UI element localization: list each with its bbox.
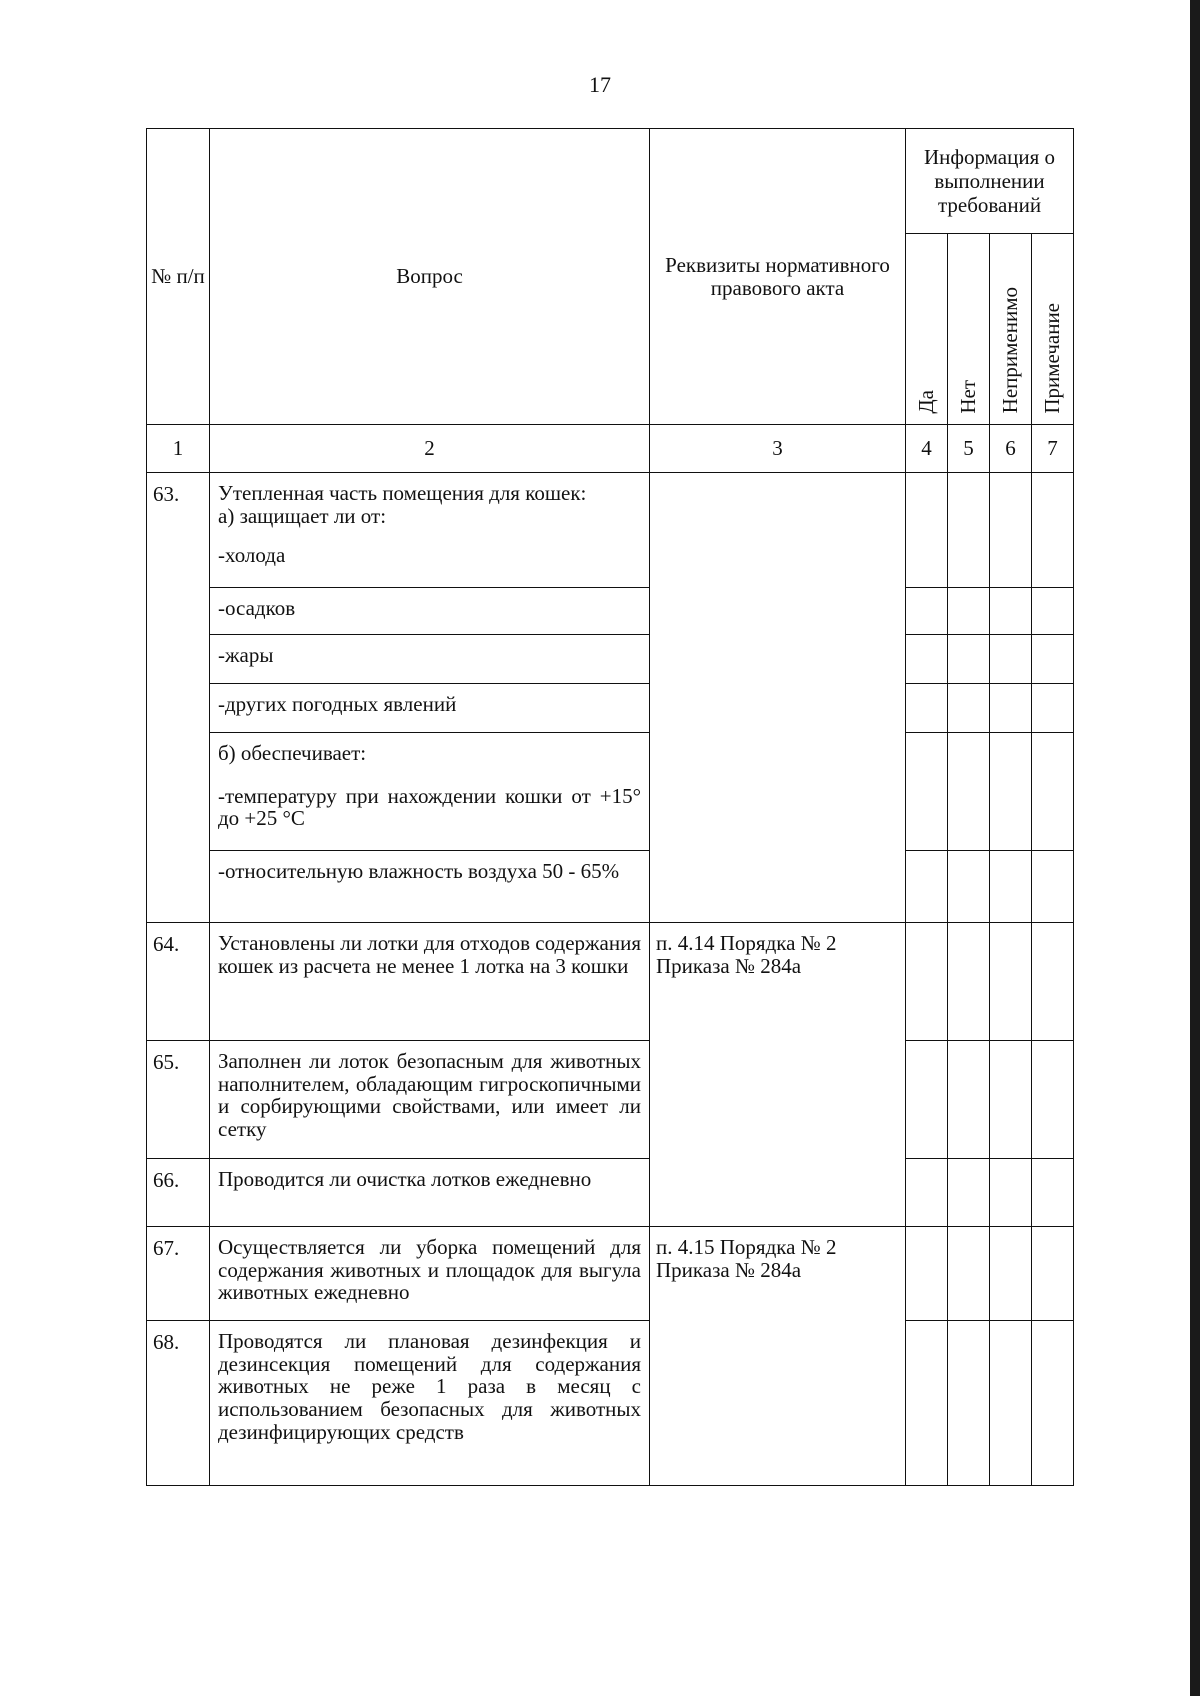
answer-note-cell[interactable] [1032, 1159, 1074, 1227]
answer-yes-cell[interactable] [906, 733, 948, 851]
header-question: Вопрос [210, 129, 650, 425]
table-row [147, 1227, 1074, 1321]
answer-note-cell[interactable] [1032, 1321, 1074, 1486]
answer-note-cell[interactable] [1032, 851, 1074, 923]
answer-no-cell[interactable] [948, 588, 990, 635]
row-number: 64. [147, 923, 210, 1041]
requisites-text: п. 4.14 Порядка № 2 [656, 931, 837, 955]
question-cell: Установлены ли лотки для отходов содержания кошек из расчета не менее 1 лотка на 3 кошки [210, 923, 650, 1041]
header-note [1032, 234, 1074, 425]
header-na-label: Неприменимо [998, 286, 1023, 414]
row-number: 68. [147, 1321, 210, 1486]
question-cell: б) обеспечивает: [210, 733, 650, 781]
question-cell: Заполнен ли лоток безопасным для животных наполнителем, обладающим гигроскопичными и сорбирующими свойствами, или имеет ли сетку [210, 1041, 650, 1159]
table-row [147, 733, 1074, 781]
table-row [147, 1159, 1074, 1227]
column-number: 3 [650, 425, 906, 473]
answer-na-cell[interactable] [990, 733, 1032, 851]
answer-yes-cell[interactable] [906, 1321, 948, 1486]
answer-note-cell[interactable] [1032, 733, 1074, 851]
answer-no-cell[interactable] [948, 635, 990, 684]
answer-yes-cell[interactable] [906, 851, 948, 923]
table-row [147, 635, 1074, 684]
answer-na-cell[interactable] [990, 473, 1032, 588]
checklist-table [146, 128, 1074, 1486]
table-row [147, 1321, 1074, 1486]
column-number: 7 [1032, 425, 1074, 473]
answer-no-cell[interactable] [948, 684, 990, 733]
header-yes [906, 234, 948, 425]
question-cell: -температуру при нахождении кошки от +15° до +25 °С [210, 781, 650, 851]
column-number-row [147, 425, 1074, 473]
answer-no-cell[interactable] [948, 1227, 990, 1321]
answer-yes-cell[interactable] [906, 473, 948, 588]
answer-yes-cell[interactable] [906, 635, 948, 684]
answer-na-cell[interactable] [990, 851, 1032, 923]
answer-na-cell[interactable] [990, 1159, 1032, 1227]
requisites-cell [650, 473, 906, 923]
row-number: 66. [147, 1159, 210, 1227]
answer-na-cell[interactable] [990, 1227, 1032, 1321]
answer-na-cell[interactable] [990, 1321, 1032, 1486]
question-cell: -осадков [210, 588, 650, 635]
question-cell: Проводится ли очистка лотков ежедневно [210, 1159, 650, 1227]
scan-edge [1190, 0, 1200, 1696]
row-number: 63. [147, 473, 210, 923]
answer-note-cell[interactable] [1032, 923, 1074, 1041]
answer-note-cell[interactable] [1032, 473, 1074, 588]
requisites-text: Приказа № 284а [656, 1257, 802, 1282]
answer-na-cell[interactable] [990, 923, 1032, 1041]
answer-no-cell[interactable] [948, 923, 990, 1041]
header-info: Информация о выполнении требований [906, 129, 1074, 234]
page-number: 17 [589, 72, 611, 97]
table-row [147, 684, 1074, 733]
column-number: 2 [210, 425, 650, 473]
column-number: 4 [906, 425, 948, 473]
answer-yes-cell[interactable] [906, 588, 948, 635]
column-number: 5 [948, 425, 990, 473]
answer-no-cell[interactable] [948, 851, 990, 923]
table-row [147, 588, 1074, 635]
requisites-cell [650, 923, 906, 1227]
header-requisites: Реквизиты нормативного правового акта [650, 129, 906, 425]
answer-na-cell[interactable] [990, 1041, 1032, 1159]
answer-no-cell[interactable] [948, 1041, 990, 1159]
answer-no-cell[interactable] [948, 1321, 990, 1486]
requisites-cell [650, 1227, 906, 1486]
question-cell: Проводятся ли плановая дезинфекция и дезинсекция помещений для содержания животных не реже 1 раза в месяц с использованием безопасных для животных дезинфицирующих средств [210, 1321, 650, 1486]
answer-no-cell[interactable] [948, 1159, 990, 1227]
table-row [147, 851, 1074, 923]
header-na [990, 234, 1032, 425]
answer-no-cell[interactable] [948, 473, 990, 588]
answer-note-cell[interactable] [1032, 588, 1074, 635]
question-text: Утепленная часть помещения для кошек: [218, 481, 587, 505]
column-number: 1 [147, 425, 210, 473]
question-cell [210, 473, 650, 588]
answer-note-cell[interactable] [1032, 635, 1074, 684]
question-cell: Осуществляется ли уборка помещений для содержания животных и площадок для выгула животных ежедневно [210, 1227, 650, 1321]
column-number: 6 [990, 425, 1032, 473]
table-row [147, 1041, 1074, 1159]
row-number: 67. [147, 1227, 210, 1321]
table-row [147, 923, 1074, 1041]
header-yes-label: Да [914, 389, 939, 414]
question-text: -холода [218, 543, 286, 568]
table-row [147, 473, 1074, 588]
question-cell: -относительную влажность воздуха 50 - 65% [210, 851, 650, 923]
answer-note-cell[interactable] [1032, 1227, 1074, 1321]
answer-note-cell[interactable] [1032, 684, 1074, 733]
question-text: а) защищает ли от: [218, 503, 387, 528]
answer-yes-cell[interactable] [906, 1159, 948, 1227]
header-no [948, 234, 990, 425]
answer-yes-cell[interactable] [906, 923, 948, 1041]
answer-no-cell[interactable] [948, 733, 990, 851]
header-no-label: Нет [956, 379, 981, 414]
question-cell: -жары [210, 635, 650, 684]
requisites-text: Приказа № 284а [656, 953, 802, 978]
question-cell: -других погодных явлений [210, 684, 650, 733]
answer-note-cell[interactable] [1032, 1041, 1074, 1159]
answer-yes-cell[interactable] [906, 684, 948, 733]
answer-na-cell[interactable] [990, 588, 1032, 635]
answer-na-cell[interactable] [990, 635, 1032, 684]
header-row-1 [147, 129, 1074, 234]
header-note-label: Примечание [1040, 302, 1065, 414]
header-num: № п/п [147, 129, 210, 425]
answer-yes-cell[interactable] [906, 1227, 948, 1321]
requisites-text: п. 4.15 Порядка № 2 [656, 1235, 837, 1259]
answer-na-cell[interactable] [990, 684, 1032, 733]
answer-yes-cell[interactable] [906, 1041, 948, 1159]
row-number: 65. [147, 1041, 210, 1159]
